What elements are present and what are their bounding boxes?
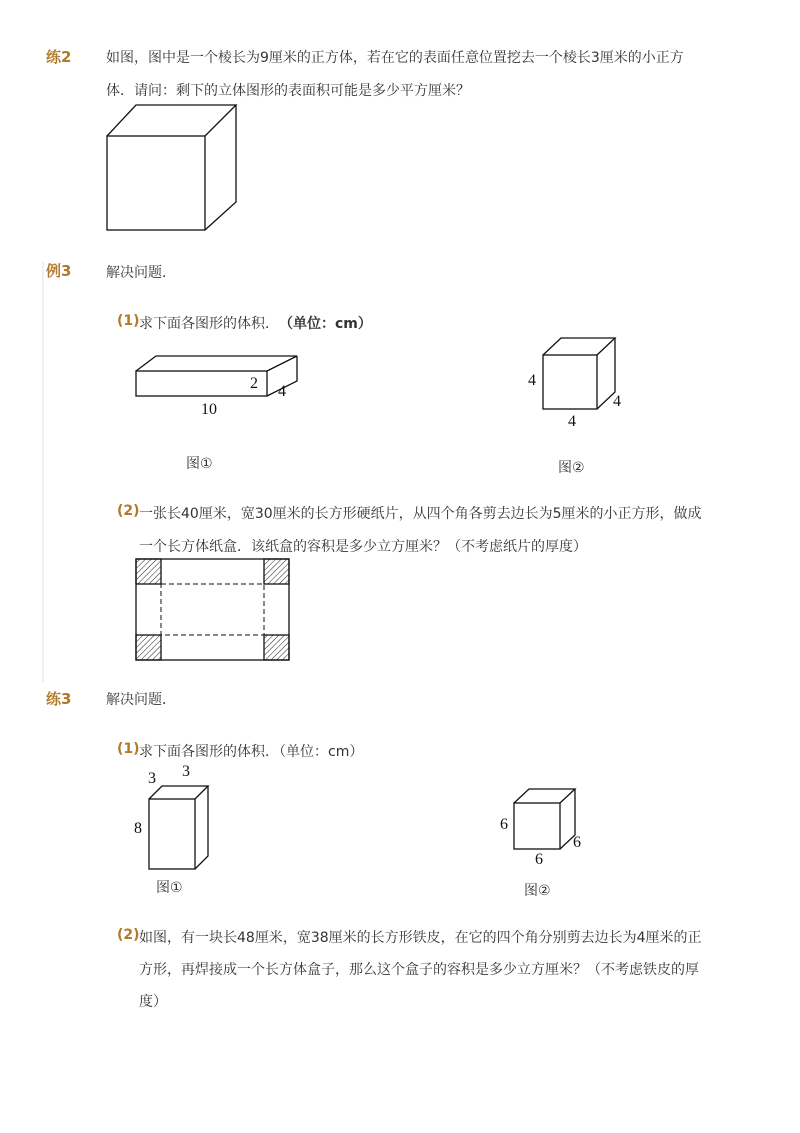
figure-caption: 图①	[156, 880, 183, 896]
question-text-line: 求下面各图形的体积．	[139, 316, 279, 332]
question-text-line: 度）	[139, 994, 167, 1010]
dimension-label: 3	[182, 763, 190, 780]
dimension-label: 4	[278, 383, 286, 400]
section-tag-li3: 例3	[46, 262, 72, 280]
unit-note: （单位：cm）	[279, 316, 372, 332]
question-number: (1)	[117, 741, 140, 757]
cube-figure	[100, 100, 245, 235]
section-title: 解决问题．	[106, 692, 176, 708]
dimension-label: 8	[134, 820, 142, 837]
question-text-line: 一个长方体纸盒．该纸盒的容积是多少立方厘米？（不考虑纸片的厚度）	[139, 539, 587, 555]
dimension-label: 6	[573, 834, 581, 851]
cuboid-figure-1	[130, 350, 300, 405]
dimension-label: 4	[568, 413, 576, 430]
section-title: 解决问题．	[106, 265, 176, 281]
section-divider-li3	[42, 262, 44, 682]
cube-figure-2	[535, 333, 620, 413]
dimension-label: 4	[613, 393, 621, 410]
dimension-label: 2	[250, 375, 258, 392]
cardboard-net-diagram	[135, 558, 291, 662]
question-text-line: 求下面各图形的体积．（单位：cm）	[139, 744, 364, 760]
question-number: (1)	[117, 313, 140, 329]
dimension-label: 6	[500, 816, 508, 833]
question-text-line: 如图，有一块长48厘米，宽38厘米的长方形铁皮，在它的四个角分别剪去边长为4厘米的正	[139, 930, 702, 946]
question-text-line: 方形，再焊接成一个长方体盒子，那么这个盒子的容积是多少立方厘米？（不考虑铁皮的厚	[139, 962, 699, 978]
dimension-label: 3	[148, 770, 156, 787]
question-text-line: 如图，图中是一个棱长为9厘米的正方体，若在它的表面任意位置挖去一个棱长3厘米的小正方	[106, 50, 684, 66]
figure-caption: 图②	[524, 883, 551, 899]
section-tag-lian2: 练2	[46, 48, 72, 66]
question-text-line: 一张长40厘米，宽30厘米的长方形硬纸片，从四个角各剪去边长为5厘米的小正方形，做成	[139, 506, 702, 522]
question-number: (2)	[117, 503, 140, 519]
dimension-label: 6	[535, 851, 543, 868]
cuboid-figure-1	[140, 780, 215, 875]
question-text-line: 体．请问：剩下的立体图形的表面积可能是多少平方厘米？	[106, 83, 470, 99]
cube-figure-2	[510, 785, 580, 855]
figure-caption: 图②	[558, 460, 585, 476]
dimension-label: 10	[201, 401, 217, 418]
section-tag-lian3: 练3	[46, 690, 72, 708]
figure-caption: 图①	[186, 456, 213, 472]
dimension-label: 4	[528, 372, 536, 389]
question-number: (2)	[117, 927, 140, 943]
